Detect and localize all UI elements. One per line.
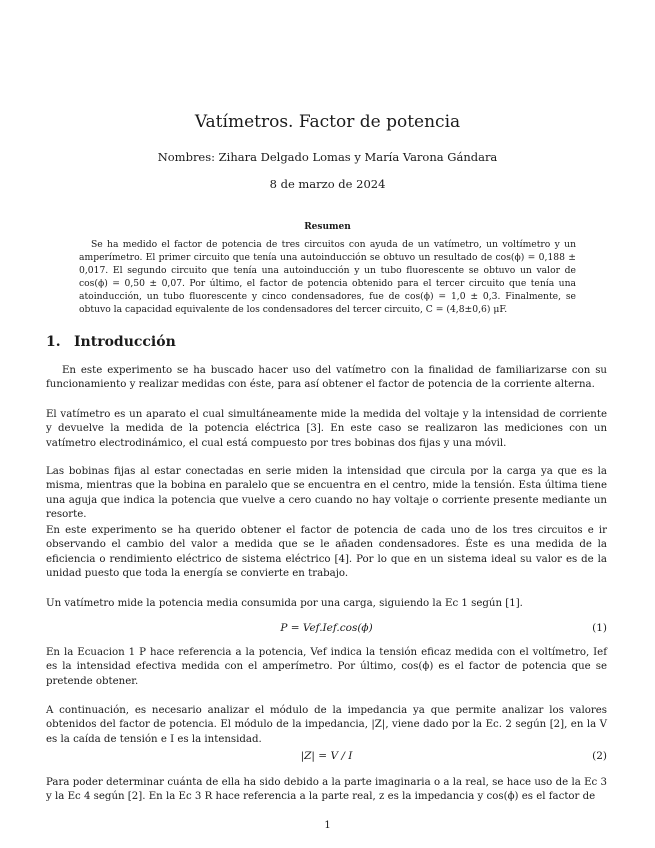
paragraph-4: En este experimento se ha querido obtener el factor de potencia de cada uno de los tres circuitos e ir observando el cambio del valor a medida que se le añaden condensadores. Éste es una medida de la eficiencia o rendimiento eléctrico de sistema eléctrico [4]. Por lo que en un sistema ideal su valor es de la unidad puesto que toda la energía se convierte en trabajo. (46, 525, 607, 580)
paragraph-1: En este experimento se ha buscado hacer uso del vatímetro con la finalidad de familiarizarse con su funcionamiento y realizar medidas con éste, para así obtener el factor de potencia de la corriente alterna. (46, 365, 607, 391)
section-number: 1. (46, 334, 61, 350)
paper-date: 8 de marzo de 2024 (269, 177, 386, 191)
equation-2-number: (2) (592, 750, 607, 762)
abstract-text: Se ha medido el factor de potencia de tres circuitos con ayuda de un vatímetro, un voltímetro y un amperímetro. El primer circuito que tenía una autoinducción se obtuvo un resultado de cos(ϕ) = 0,188 ± 0,017. El segundo circuito que tenía una autoinducción y un tubo fluorescente se obtuvo un valor de cos(ϕ) = 0,50 ± 0,07. Por último, el factor de potencia obtenido para el tercer circuito que tenía una atoinducción, un tubo fluorescente y cinco condensadores, fue de cos(ϕ) = 1,0 ± 0,3. Finalmente, se obtuvo la capacidad equivalente de los condensadores del tercer circuito, C = (4,8±0,6) μF. (79, 239, 576, 315)
paragraph-8: Para poder determinar cuánta de ella ha sido debido a la parte imaginaria o a la real, se hace uso de la Ec 3 y la Ec 4 según [2]. En la Ec 3 R hace referencia a la parte real, z es la impedancia y cos(ϕ) es el factor de (46, 777, 607, 803)
paragraph-7: A continuación, es necesario analizar el módulo de la impedancia ya que permite analizar los valores obtenidos del factor de potencia. El módulo de la impedancia, |Z|, viene dado por la Ec. 2 según [2], en la V es la caída de tensión e I es la intensidad. (46, 705, 607, 745)
paragraph-6: En la Ecuacion 1 P hace referencia a la potencia, Vef indica la tensión eficaz medida con el voltímetro, Ief es la intensidad efectiva medida con el amperímetro. Por último, cos(ϕ) es el factor de potencia que se pretende obtener. (46, 647, 607, 687)
paper-authors: Nombres: Zihara Delgado Lomas y María Varona Gándara (157, 150, 498, 164)
equation-1-formula: P = Vef.Ief.cos(ϕ) (280, 622, 373, 634)
paper-title: Vatímetros. Factor de potencia (194, 112, 461, 132)
section-title: Introducción (74, 334, 176, 350)
page-number: 1 (324, 820, 331, 831)
section-heading (46, 334, 176, 350)
equation-1-number: (1) (592, 622, 607, 634)
paragraph-5: Un vatímetro mide la potencia media consumida por una carga, siguiendo la Ec 1 según [1]. (46, 598, 523, 609)
abstract-heading: Resumen (304, 222, 351, 232)
paragraph-2: El vatímetro es un aparato el cual simultáneamente mide la medida del voltaje y la intensidad de corriente y devuelve la medida de la potencia eléctrica [3]. En este caso se realizaron las mediciones con un vatímetro electrodinámico, el cual está compuesto por tres bobinas dos fijas y una móvil. (46, 409, 607, 449)
equation-2-formula: |Z| = V / I (300, 750, 353, 762)
paragraph-3: Las bobinas fijas al estar conectadas en serie miden la intensidad que circula por la carga ya que es la misma, mientras que la bobina en paralelo que se encuentra en el centro, mide la tensión. Esta última tiene una aguja que indica la potencia que vuelve a cero cuando no hay voltaje o corriente presente mediante un resorte. (46, 466, 607, 521)
